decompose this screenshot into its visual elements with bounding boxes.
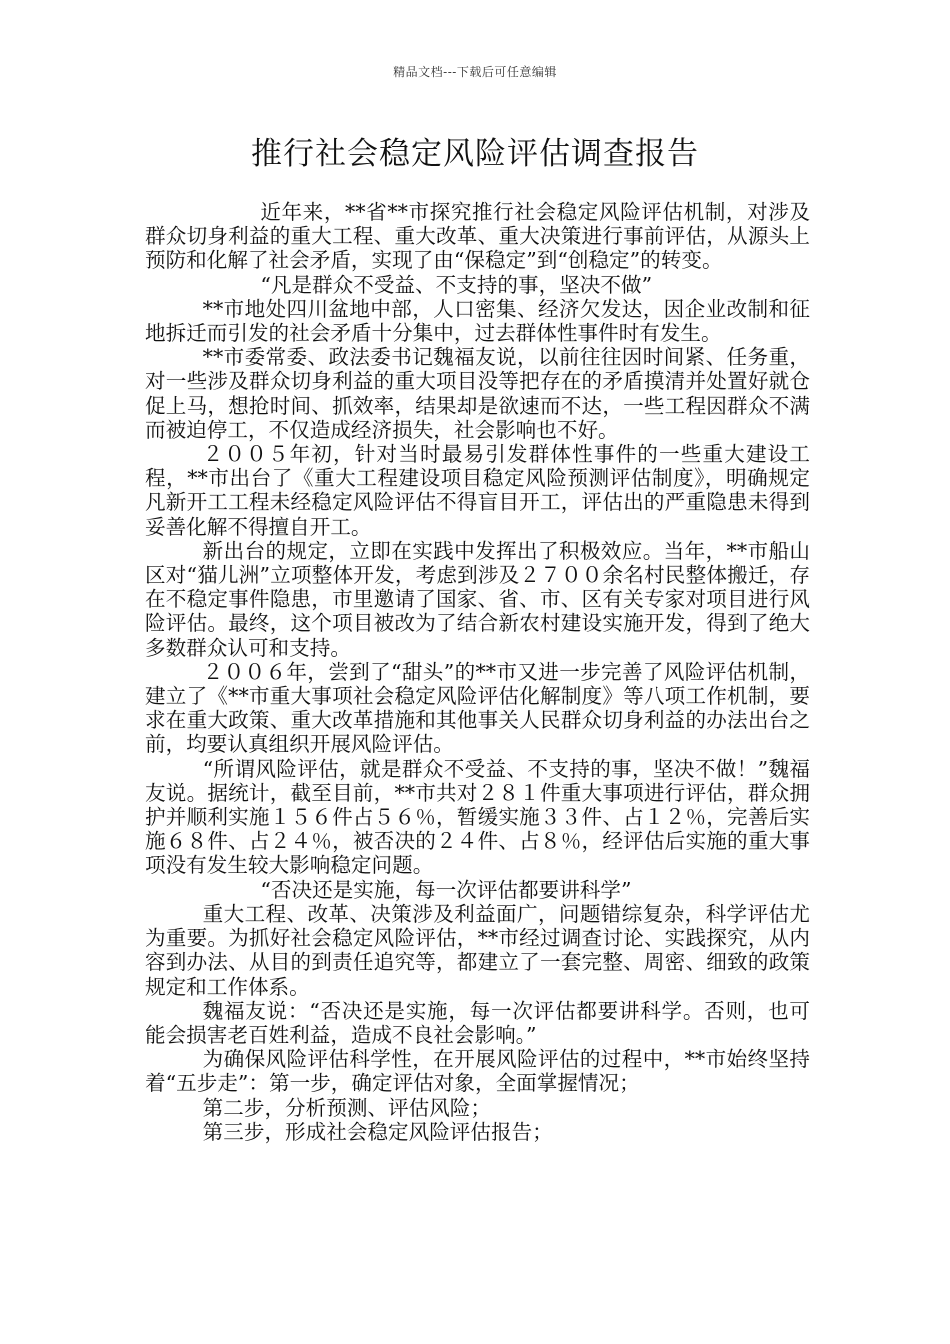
header-note: 精品文档---下载后可任意编辑 (393, 65, 557, 79)
paragraph: **市委常委、政法委书记魏福友说，以前往往因时间紧、任务重，对一些涉及群众切身利益的重大项目没等把存在的矛盾摸清并处置好就仓促上马，想抢时间、抓效率，结果却是欲速而不达，一些工程因群众不满而被迫停工，不仅造成经济损失，社会影响也不好。 (145, 345, 810, 442)
paragraph: 第二步，分析预测、评估风险； (202, 1095, 491, 1120)
paragraph: 魏福友说：“否决还是实施，每一次评估都要讲科学。否则，也可能会损害老百姓利益，造成不良社会影响。” (145, 998, 810, 1047)
paragraph: “所谓风险评估，就是群众不受益、不支持的事，坚决不做！”魏福友说。据统计，截至目前，**市共对２８１件重大事项进行评估，群众拥护并顺利实施１５６件占５６％，暂缓实施３３件、占１２％，完善后实施６８件、占２４％，被否决的２４件、占８％，经评估后实施的重大事项没有发生较大影响稳定问题。 (145, 756, 810, 878)
paragraph: ２００５年初，针对当时最易引发群体性事件的一些重大建设工程，**市出台了《重大工程建设项目稳定风险预测评估制度》，明确规定凡新开工工程未经稳定风险评估不得盲目开工，评估出的严重隐患未得到妥善化解不得擅自开工。 (145, 442, 810, 539)
paragraph: ２００６年，尝到了“甜头”的**市又进一步完善了风险评估机制，建立了《**市重大事项社会稳定风险评估化解制度》等八项工作机制，要求在重大政策、重大改革措施和其他事关人民群众切身利益的办法出台之前，均要认真组织开展风险评估。 (145, 659, 810, 757)
paragraph: 为确保风险评估科学性，在开展风险评估的过程中，**市始终坚持着“五步走”：第一步，确定评估对象，全面掌握情况； (145, 1047, 810, 1096)
section-heading: “否决还是实施，每一次评估都要讲科学” (260, 877, 632, 902)
document-body (145, 200, 810, 1144)
paragraph: **市地处四川盆地中部，人口密集、经济欠发达，因企业改制和征地拆迁而引发的社会矛盾十分集中，过去群体性事件时有发生。 (145, 296, 810, 346)
paragraph: 第三步，形成社会稳定风险评估报告； (202, 1119, 553, 1144)
paragraph: 新出台的规定，立即在实践中发挥出了积极效应。当年，**市船山区对“猫儿洲”立项整体开发，考虑到涉及２７００余名村民整体搬迁，存在不稳定事件隐患，市里邀请了国家、省、市、区有关专家对项目进行风险评估。最终，这个项目被改为了结合新农村建设实施开发，得到了绝大多数群众认可和支持。 (145, 538, 810, 660)
paragraph: 近年来，**省**市探究推行社会稳定风险评估机制，对涉及群众切身利益的重大工程、重大改革、重大决策进行事前评估，从源头上预防和化解了社会矛盾，实现了由“保稳定”到“创稳定”的转变。 (145, 200, 810, 273)
section-heading: “凡是群众不受益、不支持的事，坚决不做” (260, 272, 653, 297)
paragraph: 重大工程、改革、决策涉及利益面广，问题错综复杂，科学评估尤为重要。为抓好社会稳定风险评估，**市经过调查讨论、实践探究，从内容到办法、从目的到责任追究等，都建立了一套完整、周密、细致的政策规定和工作体系。 (145, 901, 810, 999)
document-title: 推行社会稳定风险评估调查报告 (251, 136, 699, 172)
